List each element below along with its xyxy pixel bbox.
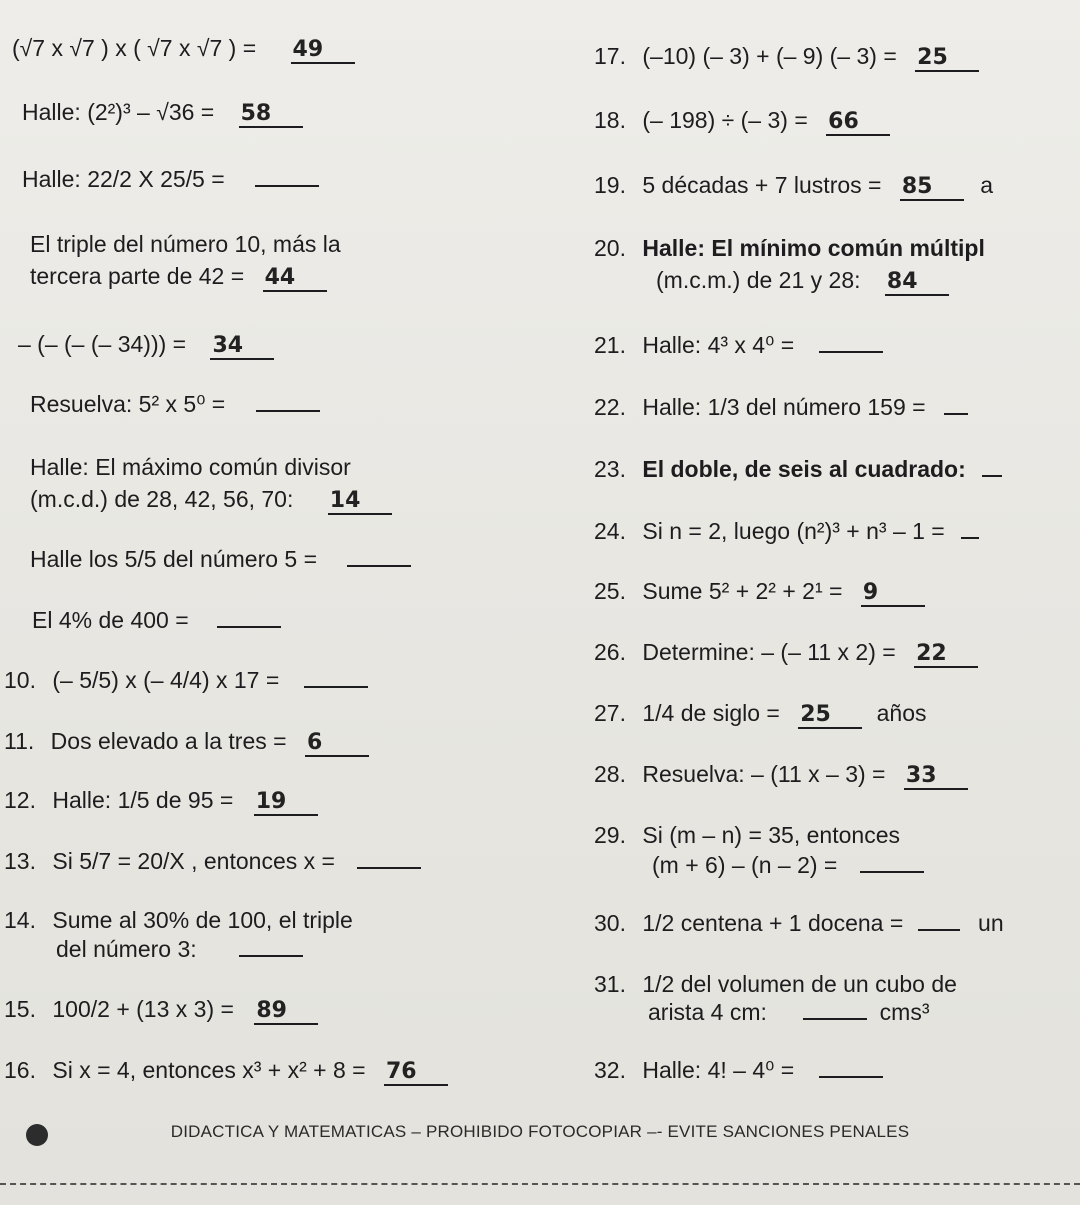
problem-item xyxy=(594,42,979,72)
problem-number: 22. xyxy=(594,394,626,420)
answer-blank[interactable] xyxy=(255,185,319,187)
problem-text: Halle: El mínimo común múltipl xyxy=(642,235,985,261)
answer-blank[interactable] xyxy=(961,537,979,539)
problem-item xyxy=(594,760,968,790)
answer-blank[interactable] xyxy=(239,955,303,957)
problem-number: 29. xyxy=(594,822,626,848)
problem-item xyxy=(656,266,949,296)
answer-blank[interactable] xyxy=(944,413,968,415)
problem-item xyxy=(594,517,979,545)
problem-text: Si (m – n) = 35, entonces xyxy=(642,822,900,848)
answer-blank[interactable]: 22 xyxy=(914,642,978,668)
answer-blank[interactable]: 85 xyxy=(900,175,964,201)
problem-number: 12. xyxy=(4,787,36,813)
problem-item xyxy=(30,453,351,481)
problem-text: Halle: 4³ x 4⁰ = xyxy=(642,332,795,358)
problem-item xyxy=(30,390,320,418)
problem-number: 20. xyxy=(594,235,626,261)
problem-number: 11. xyxy=(4,728,35,754)
problem-text: Halle: El máximo común divisor xyxy=(30,454,351,480)
answer-blank[interactable]: 76 xyxy=(384,1060,448,1086)
problem-item xyxy=(4,1056,448,1086)
problem-item xyxy=(594,970,957,998)
problem-item xyxy=(594,638,978,668)
answer-blank[interactable]: 89 xyxy=(254,999,318,1025)
problem-text: (m + 6) – (n – 2) = xyxy=(652,852,838,878)
problem-text: Halle: 22/2 X 25/5 = xyxy=(22,166,225,192)
answer-blank[interactable]: 49 xyxy=(291,38,355,64)
problem-text: – (– (– (– 34))) = xyxy=(18,331,187,357)
problem-text: del número 3: xyxy=(56,936,197,962)
problem-text: arista 4 cm: xyxy=(648,999,767,1025)
answer-blank[interactable] xyxy=(803,1018,867,1020)
problem-text: El 4% de 400 = xyxy=(32,607,189,633)
problem-number: 16. xyxy=(4,1057,36,1083)
problem-item xyxy=(594,821,900,849)
problem-item xyxy=(594,106,890,136)
problem-item xyxy=(18,330,274,360)
problem-text: 1/2 centena + 1 docena = xyxy=(642,910,904,936)
problem-number: 14. xyxy=(4,907,36,933)
problem-item xyxy=(30,485,392,515)
problem-text: Sume al 30% de 100, el triple xyxy=(52,907,353,933)
problem-text: tercera parte de 42 = xyxy=(30,263,245,289)
answer-blank[interactable]: 6 xyxy=(305,731,369,757)
problem-number: 18. xyxy=(594,107,626,133)
problem-number: 19. xyxy=(594,172,626,198)
answer-blank[interactable]: 44 xyxy=(263,266,327,292)
problem-item xyxy=(652,851,924,879)
unit-label: años xyxy=(876,700,927,726)
problem-item xyxy=(30,262,327,292)
problem-number: 23. xyxy=(594,456,626,482)
problem-item xyxy=(594,1056,883,1084)
problem-text: (m.c.m.) de 21 y 28: xyxy=(656,267,861,293)
problem-text: El triple del número 10, más la xyxy=(30,231,341,257)
answer-blank[interactable]: 58 xyxy=(239,102,303,128)
problem-text: Resuelva: – (11 x – 3) = xyxy=(642,761,886,787)
answer-blank[interactable]: 25 xyxy=(915,46,979,72)
problem-text: Halle los 5/5 del número 5 = xyxy=(30,546,318,572)
problem-item xyxy=(594,909,1004,937)
problem-text: (m.c.d.) de 28, 42, 56, 70: xyxy=(30,486,294,512)
problem-number: 26. xyxy=(594,639,626,665)
problem-item xyxy=(4,666,368,694)
problem-text: (– 5/5) x (– 4/4) x 17 = xyxy=(52,667,280,693)
problem-item xyxy=(648,998,929,1026)
unit-label: a xyxy=(980,172,994,198)
problem-item xyxy=(4,727,369,757)
problem-number: 27. xyxy=(594,700,626,726)
answer-blank[interactable] xyxy=(918,929,960,931)
problem-text: Dos elevado a la tres = xyxy=(50,728,287,754)
problem-text: El doble, de seis al cuadrado: xyxy=(642,456,966,482)
problem-number: 17. xyxy=(594,43,626,69)
problem-text: 100/2 + (13 x 3) = xyxy=(52,996,234,1022)
problem-text: Sume 5² + 2² + 2¹ = xyxy=(642,578,843,604)
answer-blank[interactable] xyxy=(819,1076,883,1078)
problem-text: Resuelva: 5² x 5⁰ = xyxy=(30,391,226,417)
problem-number: 21. xyxy=(594,332,626,358)
problem-item xyxy=(12,34,355,64)
page-footer: DIDACTICA Y MATEMATICAS – PROHIBIDO FOTOCOPIAR –- EVITE SANCIONES PENALES xyxy=(170,1122,910,1141)
problem-item xyxy=(30,230,341,258)
answer-blank[interactable] xyxy=(304,686,368,688)
problem-text: Halle: 1/5 de 95 = xyxy=(52,787,234,813)
problem-item xyxy=(594,577,925,607)
answer-blank[interactable]: 84 xyxy=(885,270,949,296)
problem-text: Halle: (2²)³ – √36 = xyxy=(22,99,215,125)
problem-item xyxy=(56,935,303,963)
problem-text: (– 198) ÷ (– 3) = xyxy=(642,107,808,133)
problem-item xyxy=(4,995,318,1025)
answer-blank[interactable] xyxy=(357,867,421,869)
answer-blank[interactable] xyxy=(347,565,411,567)
problem-text: (√7 x √7 ) x ( √7 x √7 ) = xyxy=(12,35,257,61)
answer-blank[interactable] xyxy=(256,410,320,412)
answer-blank[interactable] xyxy=(982,475,1002,477)
problem-item xyxy=(30,545,411,573)
problem-number: 30. xyxy=(594,910,626,936)
problem-item xyxy=(594,699,927,729)
problem-text: 1/4 de siglo = xyxy=(642,700,780,726)
unit-label: cms³ xyxy=(879,999,930,1025)
problem-number: 25. xyxy=(594,578,626,604)
problem-number: 10. xyxy=(4,667,36,693)
problem-item xyxy=(22,98,303,128)
problem-item xyxy=(594,393,968,421)
answer-blank[interactable]: 25 xyxy=(798,703,862,729)
answer-blank[interactable] xyxy=(819,351,883,353)
answer-blank[interactable] xyxy=(217,626,281,628)
problem-text: (–10) (– 3) + (– 9) (– 3) = xyxy=(642,43,897,69)
problem-text: Halle: 4! – 4⁰ = xyxy=(642,1057,795,1083)
problem-number: 15. xyxy=(4,996,36,1022)
answer-blank[interactable]: 34 xyxy=(210,334,274,360)
answer-blank[interactable] xyxy=(860,871,924,873)
problem-text: 5 décadas + 7 lustros = xyxy=(642,172,882,198)
problem-text: Halle: 1/3 del número 159 = xyxy=(642,394,926,420)
problem-item xyxy=(22,165,319,193)
answer-blank[interactable]: 66 xyxy=(826,110,890,136)
answer-blank[interactable]: 33 xyxy=(904,764,968,790)
answer-blank[interactable]: 9 xyxy=(861,581,925,607)
problem-item xyxy=(594,171,993,201)
problem-text: 1/2 del volumen de un cubo de xyxy=(642,971,957,997)
problem-item xyxy=(4,847,421,875)
answer-blank[interactable]: 14 xyxy=(328,489,392,515)
problem-item xyxy=(594,455,1002,483)
problem-item xyxy=(4,906,353,934)
answer-blank[interactable]: 19 xyxy=(254,790,318,816)
problem-item xyxy=(32,606,281,634)
problem-item xyxy=(4,786,318,816)
problem-item xyxy=(594,331,883,359)
problem-text: Determine: – (– 11 x 2) = xyxy=(642,639,896,665)
problem-number: 24. xyxy=(594,518,626,544)
problem-number: 28. xyxy=(594,761,626,787)
dashed-cut-line xyxy=(0,1183,1080,1185)
problem-text: Si 5/7 = 20/X , entonces x = xyxy=(52,848,335,874)
problem-text: Si n = 2, luego (n²)³ + n³ – 1 = xyxy=(642,518,945,544)
problem-number: 32. xyxy=(594,1057,626,1083)
unit-label: un xyxy=(978,910,1004,936)
problem-text: Si x = 4, entonces x³ + x² + 8 = xyxy=(52,1057,366,1083)
problem-number: 31. xyxy=(594,971,626,997)
problem-number: 13. xyxy=(4,848,36,874)
problem-item xyxy=(594,234,985,262)
